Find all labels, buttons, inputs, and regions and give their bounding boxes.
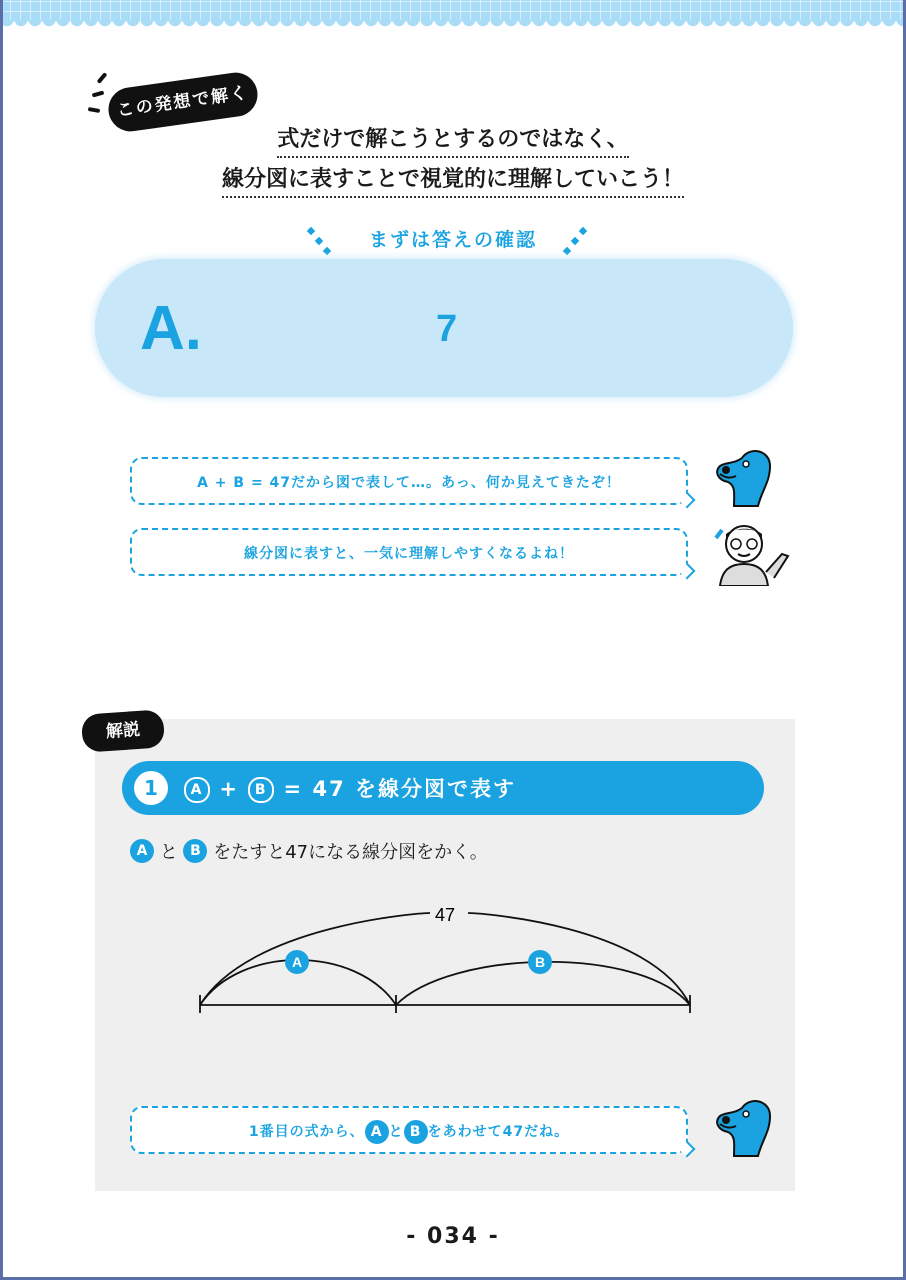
- dialogue-bubble-2: 線分図に表すと、一気に理解しやすくなるよね！: [130, 528, 688, 576]
- top-decorative-band: [0, 0, 906, 22]
- comment-suffix: をあわせて47だね。: [427, 1124, 570, 1140]
- circle-a-label: A: [130, 839, 154, 863]
- desc-text-and: と: [159, 842, 178, 863]
- intro-badge: この発想で解く: [106, 70, 261, 134]
- lead-line-1: [0, 122, 906, 153]
- step-number: 1: [134, 771, 168, 805]
- answer-value: 7: [436, 308, 458, 350]
- comment-and: と: [388, 1124, 404, 1140]
- step-description: [130, 838, 488, 864]
- circle-b-label: B: [248, 777, 274, 803]
- circle-b-label: B: [404, 1120, 428, 1144]
- desc-text-rest: をたすと47になる線分図をかく。: [213, 842, 488, 863]
- segment-b-label: B: [534, 954, 546, 970]
- spark-mark: [92, 91, 105, 98]
- segment-a-label: A: [291, 954, 303, 970]
- step-title: [184, 773, 516, 803]
- lead-text-2: 線分図に表すことで視覚的に理解していこう！: [222, 167, 684, 198]
- total-label: 47: [434, 905, 456, 925]
- circle-a-label: A: [365, 1120, 389, 1144]
- answer-heading: まずは答えの確認: [368, 229, 537, 251]
- dialogue-bubble-3: [130, 1106, 688, 1154]
- comment-prefix: 1番目の式から、: [248, 1124, 365, 1140]
- line-segment-diagram: [190, 895, 710, 1015]
- spark-mark: [97, 72, 108, 84]
- total-arc: [200, 913, 430, 1005]
- spark-mark: [88, 107, 101, 113]
- scallop-border: [0, 20, 906, 34]
- lead-text-1: 式だけで解こうとするのではなく、: [277, 127, 629, 158]
- page-number: - 034 -: [406, 1224, 500, 1249]
- dialogue-bubble-1: A + B = 47だから図で表して…。あっ、何か見えてきたぞ！: [130, 457, 688, 505]
- step-title-text: = 47 を線分図で表す: [283, 777, 516, 801]
- answer-label: A.: [140, 294, 202, 363]
- circle-a-label: A: [184, 777, 210, 803]
- dog-character-icon: [706, 1096, 776, 1160]
- dog-character-icon: [706, 446, 776, 510]
- explanation-badge: 解説: [81, 709, 165, 753]
- lead-line-2: [0, 162, 906, 193]
- total-arc: [468, 913, 690, 1005]
- boy-character-icon: [706, 520, 792, 586]
- circle-b-label: B: [183, 839, 207, 863]
- plus-sign: +: [219, 777, 239, 801]
